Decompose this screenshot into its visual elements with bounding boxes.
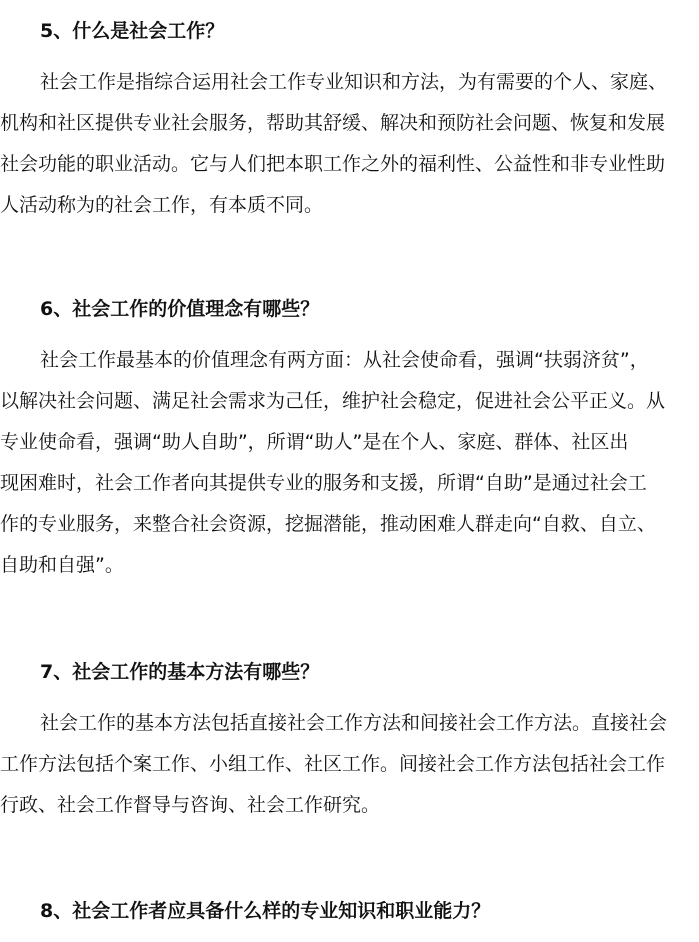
answer-5-line-4: 人活动称为的社会工作，有本质不同。 (0, 194, 324, 216)
question-8-heading: 8、社会工作者应具备什么样的专业知识和职业能力？ (40, 900, 491, 922)
answer-7-line-3: 行政、社会工作督导与咨询、社会工作研究。 (0, 794, 381, 816)
answer-7-line-2: 工作方法包括个案工作、小组工作、社区工作。间接社会工作方法包括社会工作 (0, 753, 666, 775)
answer-6-line-2: 以解决社会问题、满足社会需求为己任，维护社会稳定，促进社会公平正义。从 (0, 390, 666, 412)
answer-6-line-3: 专业使命看，强调“助人自助”，所谓“助人”是在个人、家庭、群体、社区出 (0, 431, 629, 453)
answer-6-line-6: 自助和自强”。 (0, 554, 124, 576)
answer-6-line-1: 社会工作最基本的价值理念有两方面：从社会使命看，强调“扶弱济贫”， (40, 349, 649, 371)
answer-6-paragraph (0, 348, 699, 577)
answer-5-line-2: 机构和社区提供专业社会服务，帮助其舒缓、解决和预防社会问题、恢复和发展 (0, 112, 666, 134)
answer-5-line-1: 社会工作是指综合运用社会工作专业知识和方法，为有需要的个人、家庭、 (40, 71, 668, 93)
answer-7-paragraph (0, 711, 699, 817)
answer-5-line-3: 社会功能的职业活动。它与人们把本职工作之外的福利性、公益性和非专业性助 (0, 153, 666, 175)
question-5-heading: 5、什么是社会工作？ (40, 20, 225, 42)
question-7-heading: 7、社会工作的基本方法有哪些？ (40, 661, 320, 683)
question-6-heading: 6、社会工作的价值理念有哪些？ (40, 298, 320, 320)
answer-6-line-4: 现困难时，社会工作者向其提供专业的服务和支援，所谓“自助”是通过社会工 (0, 472, 647, 494)
answer-5-paragraph (0, 70, 699, 217)
answer-7-line-1: 社会工作的基本方法包括直接社会工作方法和间接社会工作方法。直接社会 (40, 712, 668, 734)
answer-6-line-5: 作的专业服务，来整合社会资源，挖掘潜能，推动困难人群走向“自救、自立、 (0, 513, 656, 535)
